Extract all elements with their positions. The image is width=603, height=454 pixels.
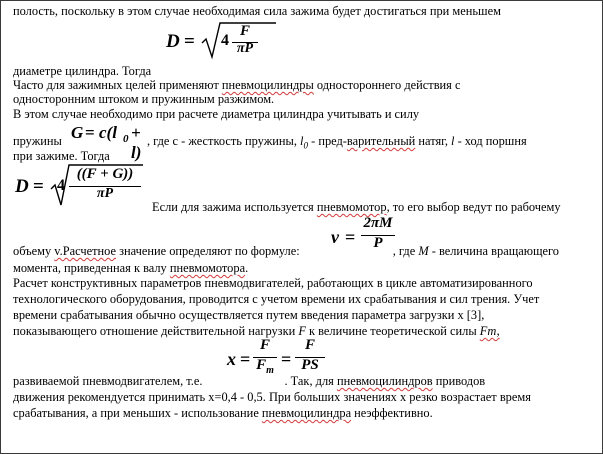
formula-coef: 4 [57,177,65,194]
spellcheck-word: пневмоцилиндра [261,406,352,420]
spellcheck-word: пневмомотора [169,261,246,275]
formula-eq: = [281,349,292,369]
formula-eq: = [85,123,95,142]
fraction-numerator: ((F + G)) [76,166,134,182]
paragraph-line: показывающего отношение действительной нагрузки F к величине теоретической силы Fт, [13,324,500,338]
spellcheck-word: Fт, [479,324,500,338]
formula-subscript: 0 [123,133,129,145]
formula-diameter [166,21,276,61]
paragraph-line: В этом случае необходимо при расчете диаметра цилиндра учитывать и силу [13,107,420,121]
formula-diameter-spring [15,163,145,209]
fraction-numerator: F [304,337,315,353]
formula-lhs: D [15,176,29,197]
formula-lhs: x [227,349,236,369]
fraction-denominator: πP [96,186,114,201]
paragraph-line: развиваемой пневмодвигателем, т.е. . Так, для пневмоцилиндров приводов [13,374,486,388]
formula-eq: = [240,349,251,369]
fraction-numerator: F [259,337,270,353]
spellcheck-word: пневмомотор [316,200,387,214]
fraction-denominator: PS [301,357,319,373]
spellcheck-word: пневмоцилиндров [336,374,433,388]
formula-lhs: G [71,123,84,142]
paragraph-line: полость, поскольку в этом случае необходимая сила зажима будет достигаться при меньшем [13,4,501,18]
paragraph-line: при зажиме. Тогда [13,149,110,163]
formula-eq: = [184,31,195,52]
formula-eq: = [345,227,356,247]
paragraph-line: технологического оборудования, проводится с учетом времени их срабатывания и сил трения. Учет [13,292,540,306]
fraction-numerator: 2πM [363,215,393,231]
formula-rhs-rest: + l) [131,123,142,162]
paragraph-line: Расчет конструктивных параметров пневмодвигателей, работающих в цикле автоматизированного [13,276,533,290]
fraction-denominator: P [373,235,383,251]
formula-coef: 4 [221,32,229,49]
paragraph-line: Если для зажима используется пневмомотор, то его выбор ведут по рабочему [152,200,561,214]
paragraph-line: пружины , где с - жесткость пружины, $l_0$ - пред-варительный натяг, l - ход поршня [13,134,527,151]
fraction-denominator: F [256,357,267,373]
fraction-numerator: F [239,23,250,39]
formula-spring-force [71,123,155,162]
paragraph-line: односторонним штоком и пружинным разжимом. [13,92,275,106]
paragraph-line: движения рекомендуется принимать x=0,4 - 0,5. При больших значениях x резко возрастает время [13,390,531,404]
formula-rhs: c(l [99,123,117,142]
formula-subscript: m [266,365,274,376]
paragraph-line: объему v.Расчетное значение определяют по формуле: , где М - величина вращающего [13,244,559,258]
paragraph-line: момента, приведенная к валу пневмомотора. [13,261,249,275]
paragraph-line: времени срабатывания обычно осуществляется путем введения параметра загрузки x [3], [13,308,485,322]
fraction-denominator: πP [236,41,254,56]
formula-eq: = [33,176,44,197]
formula-lhs: D [166,31,180,52]
spellcheck-word: варительный [346,134,416,148]
spellcheck-word: пневмоцилиндры [221,78,314,92]
paragraph-line: Часто для зажимных целей применяют пневмоцилиндры одностороннего действия с [13,78,461,92]
formula-lhs: v [331,227,339,247]
spellcheck-word: v.Расчетное [54,244,116,258]
paragraph-line: диаметре цилиндра. Тогда [13,64,152,78]
paragraph-line: срабатывания, а при меньших - использование пневмоцилиндра неэффективно. [13,406,433,420]
